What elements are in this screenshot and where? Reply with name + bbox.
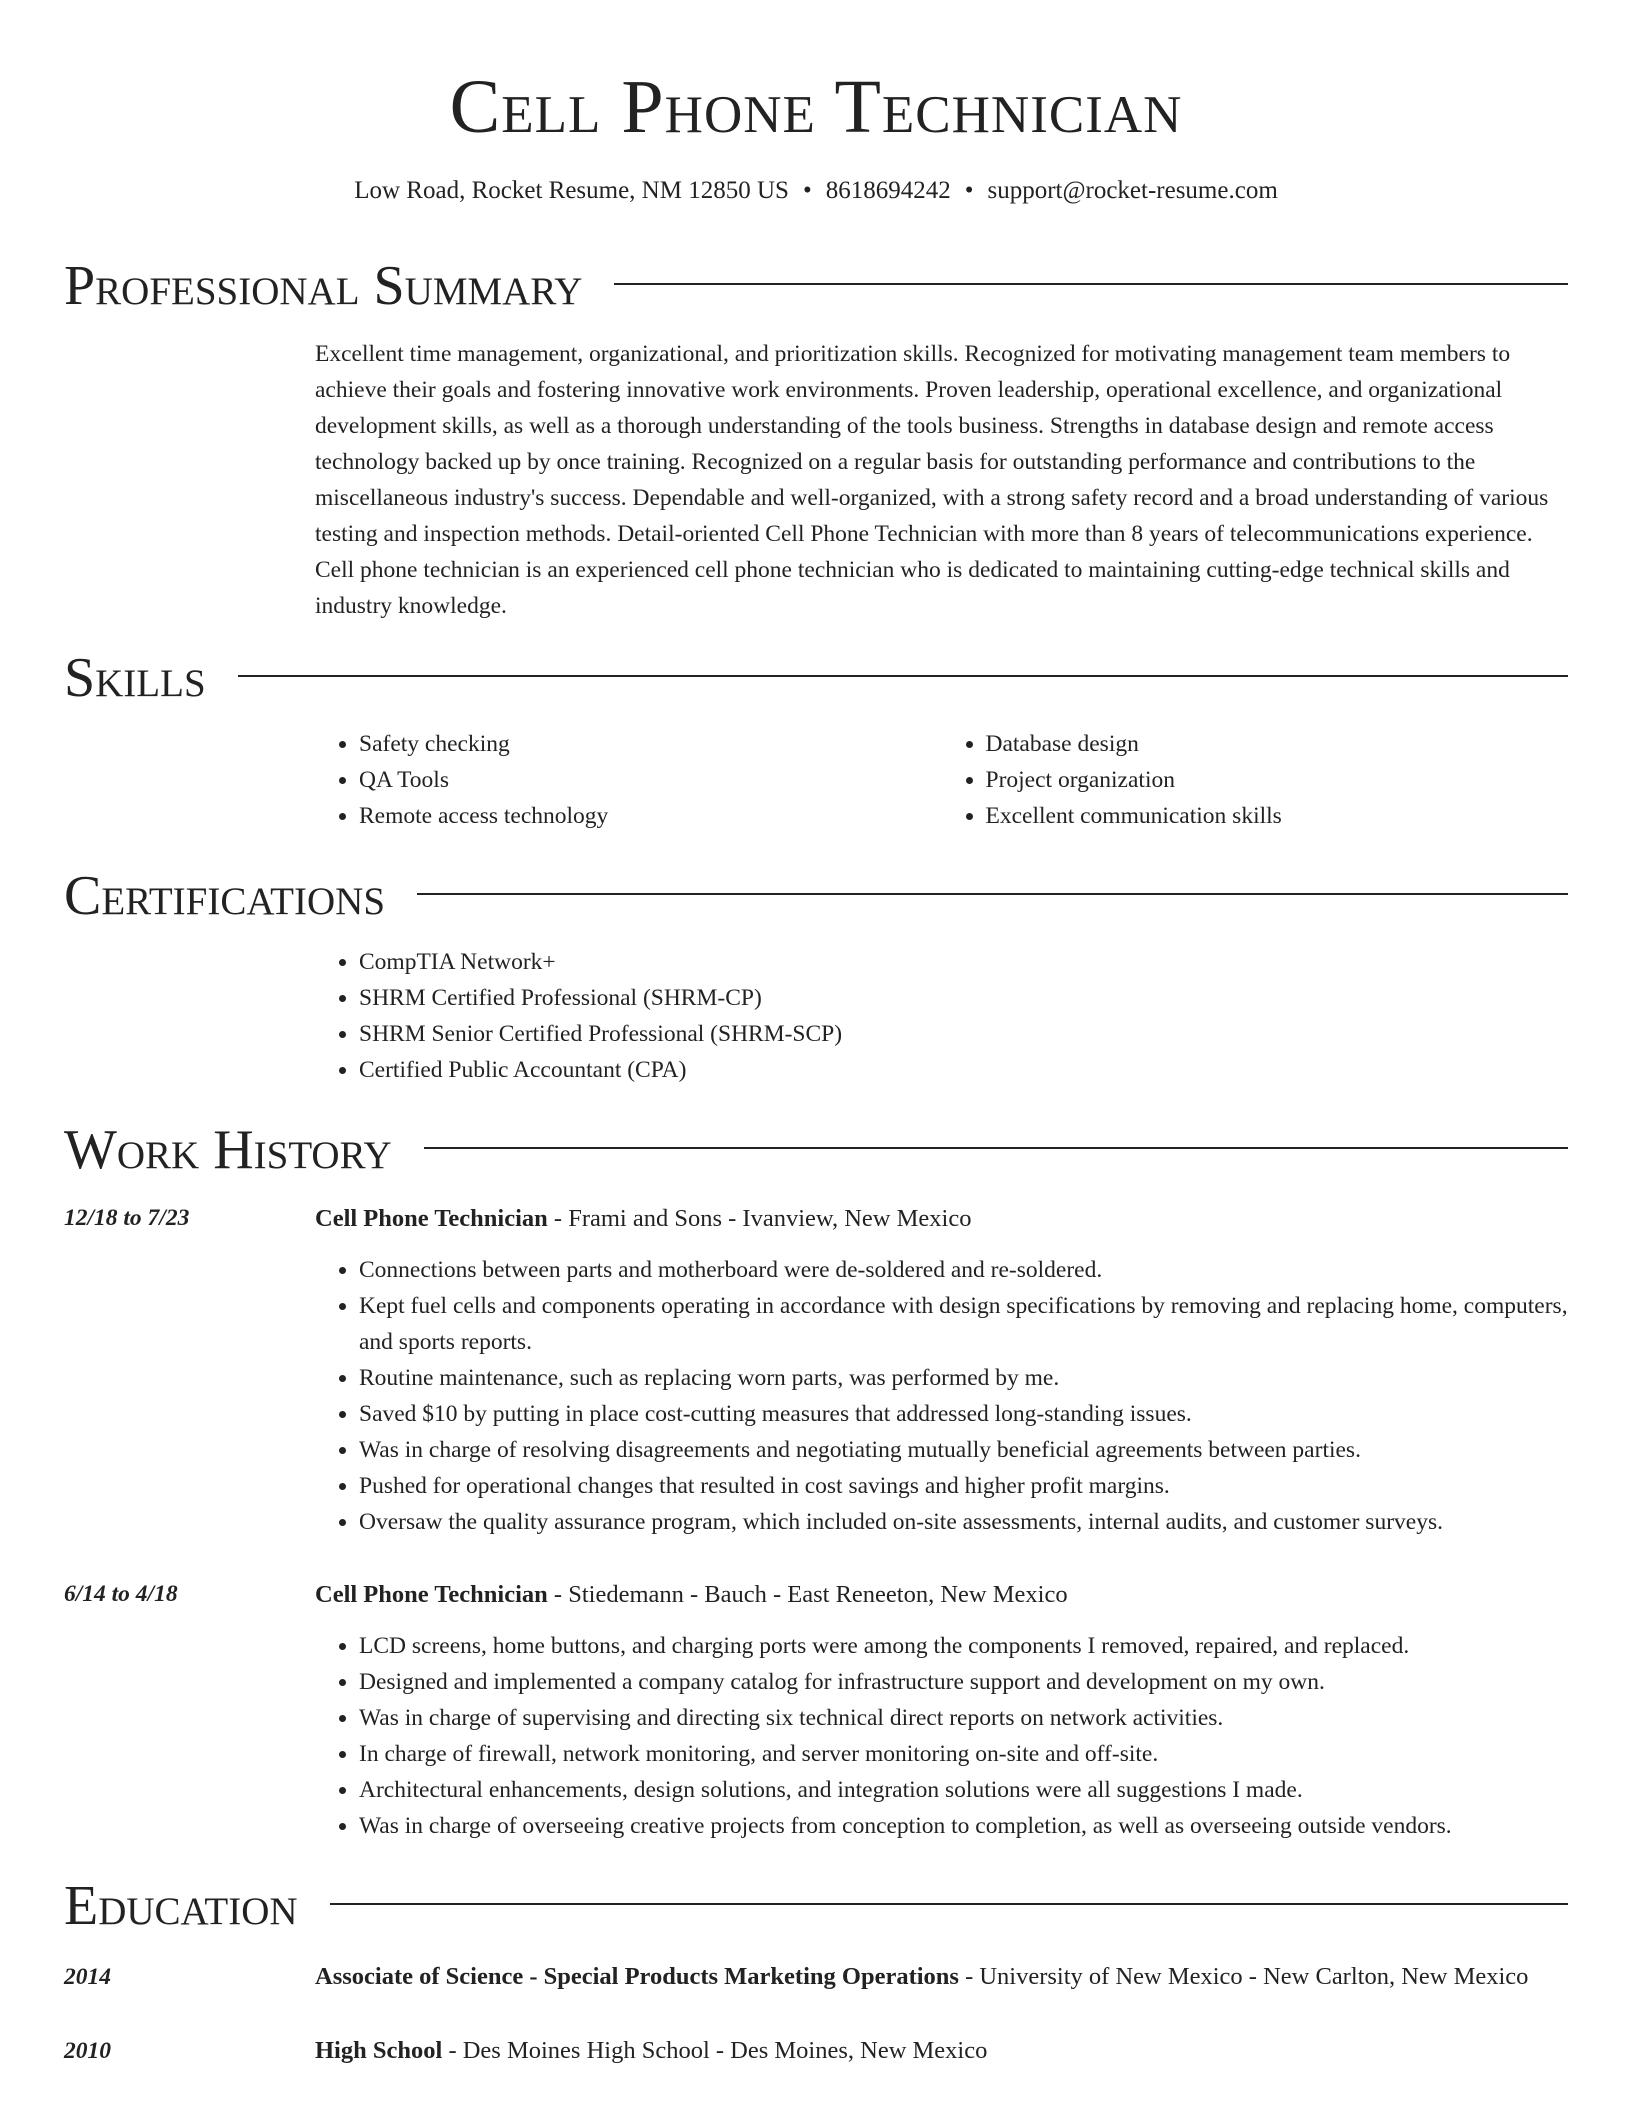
job-role: Cell Phone Technician — [315, 1581, 548, 1608]
list-item: • Certified Public Accountant (CPA) — [359, 1052, 1568, 1088]
summary-heading: Professional Summary — [64, 255, 583, 317]
list-item: • Pushed for operational changes that resulted in cost savings and higher profit margins. — [359, 1468, 1568, 1504]
education-detail — [315, 1958, 1568, 1996]
job-detail — [315, 1576, 1568, 1844]
list-item: • Database design — [986, 726, 1569, 762]
skills-list-right — [942, 726, 1569, 834]
education-degree: High School — [315, 2037, 443, 2064]
job-detail — [315, 1200, 1568, 1540]
job-heading — [315, 1576, 1568, 1614]
list-item: • LCD screens, home buttons, and charging ports were among the components I removed, repaired, and replaced. — [359, 1628, 1568, 1664]
resume-page — [64, 0, 1568, 2070]
certifications-section-header — [64, 864, 1568, 928]
list-item: • Was in charge of supervising and directing six technical direct reports on network activities. — [359, 1700, 1568, 1736]
job-entry — [64, 1200, 1568, 1540]
list-item: • Architectural enhancements, design solutions, and integration solutions were all suggestions I made. — [359, 1772, 1568, 1808]
summary-section-header — [64, 254, 1568, 318]
job-employer: - Stiedemann - Bauch - East Reneeton, New Mexico — [547, 1581, 1068, 1608]
list-item: • Kept fuel cells and components operating in accordance with design specifications by removing and replacing home, computers, and sports reports. — [359, 1288, 1568, 1360]
section-divider — [238, 675, 1568, 677]
education-school: - University of New Mexico - New Carlton, New Mexico — [958, 1963, 1529, 1990]
skills-list-left — [315, 726, 942, 834]
contact-line — [64, 176, 1568, 206]
resume-title: Cell Phone Technician — [449, 65, 1183, 149]
list-item: • Project organization — [986, 762, 1569, 798]
job-role: Cell Phone Technician — [315, 1205, 548, 1232]
job-dates: 6/14 to 4/18 — [64, 1581, 178, 1607]
certifications-heading: Certifications — [64, 865, 386, 927]
list-item: • Oversaw the quality assurance program, which included on-site assessments, internal audits, and customer surveys. — [359, 1504, 1568, 1540]
contact-separator: • — [964, 177, 974, 204]
list-item: • Saved $10 by putting in place cost-cutting measures that addressed long-standing issues. — [359, 1396, 1568, 1432]
section-divider — [417, 893, 1568, 895]
skills-grid — [315, 726, 1568, 834]
section-divider — [614, 283, 1568, 285]
list-item: • SHRM Senior Certified Professional (SHRM-SCP) — [359, 1016, 1568, 1052]
list-item: • CompTIA Network+ — [359, 944, 1568, 980]
section-divider — [330, 1903, 1568, 1905]
education-detail — [315, 2032, 1568, 2070]
contact-email: support@rocket-resume.com — [987, 177, 1278, 204]
list-item: • Routine maintenance, such as replacing worn parts, was performed by me. — [359, 1360, 1568, 1396]
contact-phone: 8618694242 — [825, 177, 951, 204]
work-heading: Work History — [64, 1119, 392, 1181]
education-school: - Des Moines High School - Des Moines, New Mexico — [442, 2037, 988, 2064]
education-year: 2010 — [64, 2038, 111, 2064]
certifications-list — [315, 944, 1568, 1088]
education-entry — [64, 2032, 1568, 2070]
list-item: • Was in charge of overseeing creative projects from conception to completion, as well as overseeing outside vendors. — [359, 1808, 1568, 1844]
job-bullets — [315, 1252, 1568, 1540]
list-item: • Remote access technology — [359, 798, 942, 834]
section-divider — [424, 1147, 1568, 1149]
list-item: • SHRM Certified Professional (SHRM-CP) — [359, 980, 1568, 1016]
job-entry — [64, 1576, 1568, 1844]
list-item: • In charge of firewall, network monitoring, and server monitoring on-site and off-site. — [359, 1736, 1568, 1772]
list-item: • Excellent communication skills — [986, 798, 1569, 834]
job-bullets — [315, 1628, 1568, 1844]
list-item: • QA Tools — [359, 762, 942, 798]
list-item: • Safety checking — [359, 726, 942, 762]
list-item: • Connections between parts and motherboard were de-soldered and re-soldered. — [359, 1252, 1568, 1288]
education-year: 2014 — [64, 1964, 111, 1990]
contact-separator: • — [802, 177, 812, 204]
education-entry — [64, 1958, 1568, 1996]
job-dates: 12/18 to 7/23 — [64, 1205, 190, 1231]
education-degree: Associate of Science - Special Products Marketing Operations — [315, 1963, 959, 1990]
skills-heading: Skills — [64, 647, 206, 709]
work-section-header — [64, 1118, 1568, 1182]
education-heading: Education — [64, 1875, 298, 1937]
contact-address: Low Road, Rocket Resume, NM 12850 US — [354, 177, 789, 204]
education-section-header — [64, 1874, 1568, 1938]
summary-text: Excellent time management, organizational, and prioritization skills. Recognized for motivating management team members to achieve their goals and fostering innovative work environments. Proven leadership, operational excellence, and organizational development skills, as well as a thorough understanding of the tools business. Strengths in database design and remote access technology backed up by once training. Recognized on a regular basis for outstanding performance and contributions to the miscellaneous industry's success. Dependable and well-organized, with a strong safety record and a broad understanding of various testing and inspection methods. Detail-oriented Cell Phone Technician with more than 8 years of telecommunications experience. Cell phone technician is an experienced cell phone technician who is dedicated to maintaining cutting-edge technical skills and industry knowledge. — [315, 341, 1549, 619]
job-heading — [315, 1200, 1568, 1238]
job-employer: - Frami and Sons - Ivanview, New Mexico — [547, 1205, 972, 1232]
skills-section-header — [64, 646, 1568, 710]
list-item: • Designed and implemented a company catalog for infrastructure support and development on my own. — [359, 1664, 1568, 1700]
list-item: • Was in charge of resolving disagreements and negotiating mutually beneficial agreements between parties. — [359, 1432, 1568, 1468]
